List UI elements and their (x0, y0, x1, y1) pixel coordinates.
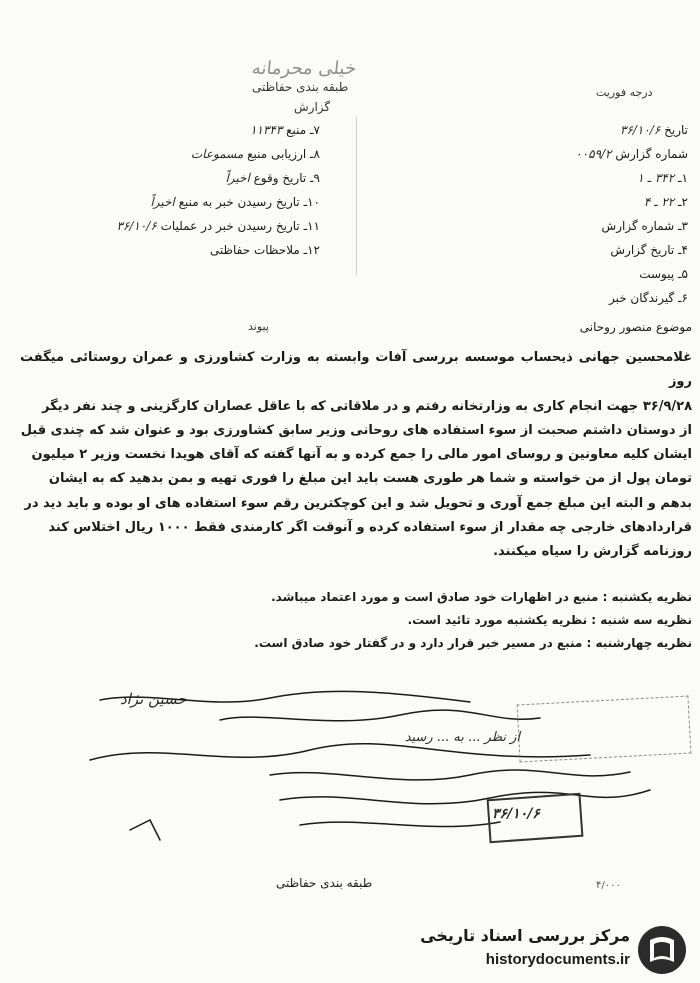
body-line: ۳۶/۹/۲۸ جهت انجام کاری به وزارتخانه رفتم و در ملاقاتی که با عاقل عصاران کارگزینی و چند نفر دیگر (42, 398, 692, 414)
attachment-label: پیوند (248, 320, 269, 333)
stamp-number: ۳۶/۱۰/۶ (492, 806, 540, 822)
field-label: ۱۰ـ تاریخ رسیدن خبر به منبع (178, 195, 320, 209)
classification-stamp: خیلی محرمانه (250, 58, 358, 79)
scribble (130, 820, 160, 840)
field-label: ۶ـ گیرندگان خبر (608, 291, 688, 305)
field-label: ۵ـ پیوست (639, 267, 688, 281)
field-label: ۱ـ (678, 171, 688, 185)
opinions-block (20, 586, 692, 655)
right-field-row (420, 166, 688, 190)
left-field-row (8, 166, 320, 190)
field-value: ۳۴۲ ـ ۱ (637, 171, 675, 185)
right-field-row (420, 262, 688, 286)
field-label: ۸ـ ارزیابی منبع (247, 147, 320, 161)
body-line: قراردادهای خارجی چه مقدار از سوء استفاده کرده و آنوقت اگر کارمندی فقط ۱۰۰۰ ریال اختلاس کند (48, 520, 692, 536)
left-field-row (8, 214, 320, 238)
body-line: غلامحسین جهانی ذیحساب موسسه بررسی آفات وابسته به وزارت کشاورزی و عمران روستائی میگفت روز (20, 350, 692, 390)
field-value: ۳۶/۱۰/۶ (619, 123, 661, 137)
field-value: ۱۱۳۴۳ (250, 123, 283, 137)
priority-label: درجه فوریت (596, 86, 653, 99)
body-line: از دوستان داشتم صحبت از سوء استفاده های روحانی وزیر سابق کشاورزی بود و عنوان شد که چندی قبل (20, 422, 692, 438)
left-field-row (8, 118, 320, 142)
handwritten-note: حسین نژاد (120, 690, 187, 708)
date-stamp (517, 696, 692, 763)
footer-classification: طبقه بندی حفاظتی (276, 876, 373, 890)
watermark-title: مرکز بررسی اسناد تاریخی (420, 926, 630, 945)
right-field-row (420, 190, 688, 214)
report-label: گزارش (294, 100, 331, 114)
scribble (280, 790, 650, 804)
right-field-row (420, 238, 688, 262)
department-label: طبقه بندی حفاظتی (252, 80, 349, 94)
header-divider (356, 116, 357, 276)
field-value: ۰۰۵۹/۲ (575, 147, 612, 161)
left-field-row (8, 142, 320, 166)
field-label: ۹ـ تاریخ وقوع (253, 171, 320, 185)
body-line: بدهم و البته این مبلغ جمع آوری و تحویل شد و این کوچکترین رقم سوء استفاده های او بوده و باید دید در (24, 495, 692, 511)
right-field-row (420, 118, 688, 142)
scribble (90, 744, 590, 760)
right-fields (420, 118, 688, 310)
field-label: ۳ـ شماره گزارش (601, 219, 688, 233)
field-value: اخیراً (225, 171, 250, 185)
scribble (300, 822, 500, 827)
body-line: ایشان کلیه معاونین و روسای امور مالی را جمع کرده و به آنها گفته که آقای هویدا نخست وزیر ۲ میلیون (31, 447, 692, 463)
field-label: شماره گزارش (615, 147, 688, 161)
field-value: ۳۶/۱۰/۶ (116, 219, 157, 233)
scribble (100, 691, 470, 702)
field-value: مسموعات (190, 147, 244, 161)
body-line: تومان پول از من خواسته و شما هر طوری هست باید این مبلغ را فوری تهیه و بمن بدهید که به ایشان (48, 471, 692, 487)
field-label: ۱۲ـ ملاحظات حفاظتی (209, 243, 320, 257)
field-label: ۴ـ تاریخ گزارش (610, 243, 688, 257)
report-body (20, 346, 692, 565)
left-fields (8, 118, 320, 262)
footer-page-mark: ۴/۰۰۰ (596, 880, 621, 891)
watermark-url: historydocuments.ir (485, 951, 630, 968)
handwritten-line: از نظر ... به ... رسید (404, 730, 520, 745)
subject-line: موضوع منصور روحانی (579, 320, 692, 334)
opinion-line: نظریه سه شنبه : نظریه یکشنبه مورد تائید است. (407, 613, 692, 627)
field-value: ۲۲ ـ ۴ (643, 195, 675, 209)
field-label: ۷ـ منبع (286, 123, 320, 137)
field-label: ۲ـ (678, 195, 688, 209)
field-label: تاریخ (664, 123, 688, 137)
scribble (220, 710, 540, 721)
left-field-row (8, 190, 320, 214)
scribble (270, 770, 630, 780)
right-field-row (420, 214, 688, 238)
right-field-row (420, 142, 688, 166)
field-label: ۱۱ـ تاریخ رسیدن خبر در عملیات (160, 219, 320, 233)
opinion-line: نظریه یکشنبه : منبع در اظهارات خود صادق است و مورد اعتماد میباشد. (271, 590, 692, 604)
opinion-line: نظریه چهارشنبه : منبع در مسیر خبر قرار دارد و در گفتار خود صادق است. (254, 636, 692, 650)
body-line: روزنامه گزارش را سیاه میکنند. (493, 544, 692, 560)
archive-logo-icon (636, 924, 688, 976)
field-value: اخیراً (150, 195, 175, 209)
right-field-row (420, 286, 688, 310)
left-field-row (8, 238, 320, 262)
